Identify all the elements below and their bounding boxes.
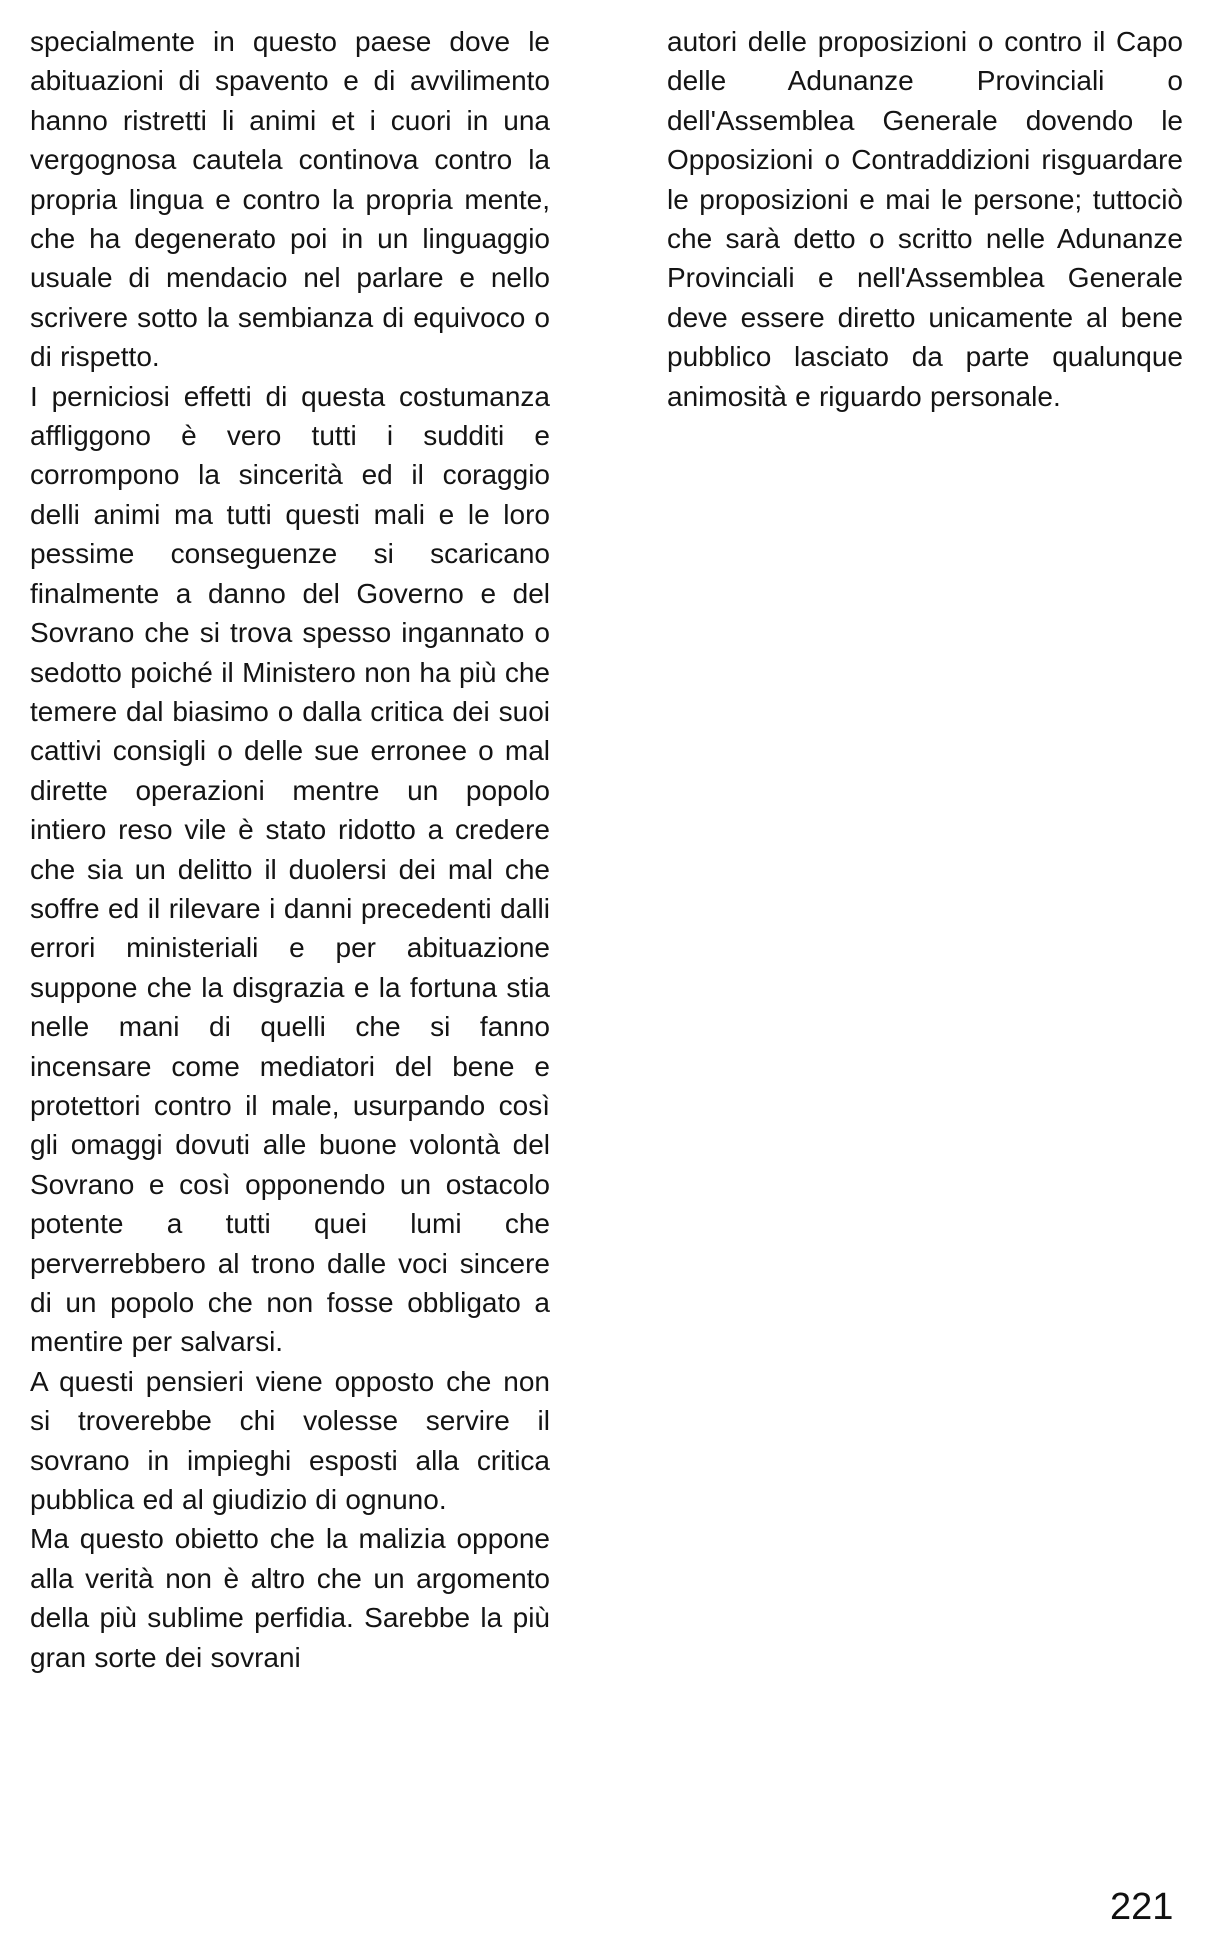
left-paragraph-4: Ma questo obietto che la malizia oppone alla verità non è altro che un argomento della più sublime perfidia. Sarebbe la più gran sorte dei sovrani xyxy=(30,1523,550,1673)
left-paragraph-2: I perniciosi effetti di questa costumanza affliggono è vero tutti i sudditi e corrompono la sincerità ed il coraggio delli animi ma tutti questi mali e le loro pessime conseguenze si scaricano finalmente a danno del Governo e del Sovrano che si trova spesso ingannato o sedotto poiché il Ministero non ha più che temere dal biasimo o dalla critica dei suoi cattivi consigli o delle sue erronee o mal dirette operazioni mentre un popolo intiero reso vile è stato ridotto a credere che sia un delitto il duolersi dei mal che soffre ed il rilevare i danni precedenti dalli errori ministeriali e per abituazione suppone che la disgrazia e la fortuna stia nelle mani di quelli che si fanno incensare come mediatori del bene e protettori contro il male, usurpando così gli omaggi dovuti alle buone volontà del Sovrano e così opponendo un ostacolo potente a tutti quei lumi che perverrebbero al trono dalle voci sincere di un popolo che non fosse obbligato a mentire per salvarsi. xyxy=(30,380,550,1358)
left-paragraph-3: A questi pensieri viene opposto che non si troverebbe chi volesse servire il sovrano in impieghi esposti alla critica pubblica ed al giudizio di ognuno. xyxy=(30,1365,550,1516)
left-text-column xyxy=(30,22,550,1677)
page-number: 221 xyxy=(1110,1886,1174,1928)
left-paragraph-1: specialmente in questo paese dove le abituazioni di spavento e di avvilimento hanno ristretti li animi et i cuori in una vergognosa cautela continova contro la propria lingua e contro la propria mente, che ha degenerato poi in un linguaggio usuale di mendacio nel parlare e nello scrivere sotto la sembianza di equivoco o di rispetto. xyxy=(30,26,550,373)
right-text-column xyxy=(667,22,1183,416)
right-paragraph-1: autori delle proposizioni o contro il Capo delle Adunanze Provinciali o dell'Assemblea Generale dovendo le Opposizioni o Contraddizioni risguardare le proposizioni e mai le persone; tuttociò che sarà detto o scritto nelle Adunanze Provinciali e nell'Assemblea Generale deve essere diretto unicamente al bene pubblico lasciato da parte qualunque animosità e riguardo personale. xyxy=(667,26,1183,412)
